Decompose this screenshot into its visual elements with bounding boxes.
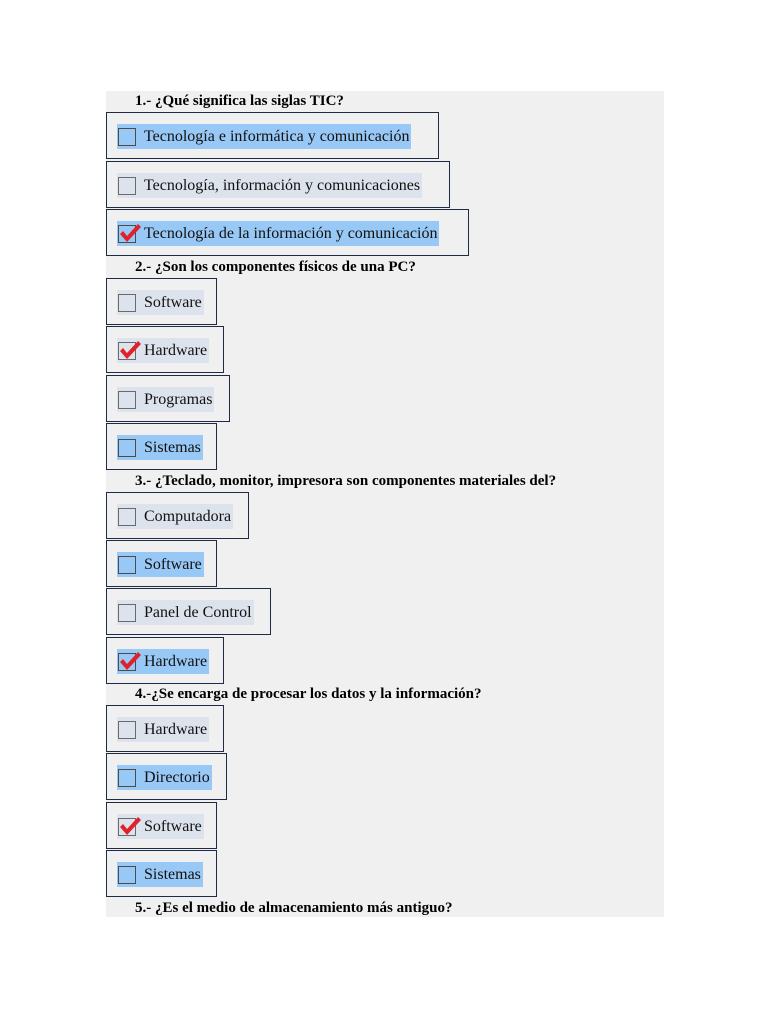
question-3-option-4[interactable] (106, 637, 224, 684)
option-label: Tecnología de la información y comunicación (144, 225, 438, 242)
empty-checkbox-icon[interactable] (118, 866, 136, 884)
option-label: Software (144, 818, 202, 835)
question-2-option-2[interactable] (106, 326, 224, 373)
checkmark-icon (118, 339, 142, 361)
option-label-box (117, 765, 212, 790)
option-label-box (117, 600, 254, 625)
option-label: Panel de Control (144, 604, 252, 621)
option-label: Hardware (144, 653, 208, 670)
question-1-option-2[interactable] (106, 161, 450, 208)
option-label-box (117, 717, 209, 742)
option-label: Computadora (144, 508, 232, 525)
option-label: Software (144, 294, 202, 311)
red-checkmark-icon[interactable] (118, 342, 136, 360)
option-label-box (117, 387, 214, 412)
red-checkmark-icon[interactable] (118, 653, 136, 671)
option-label: Sistemas (144, 866, 201, 883)
checkmark-icon (118, 650, 142, 672)
empty-checkbox-icon[interactable] (118, 721, 136, 739)
option-label-box (117, 221, 439, 246)
question-3-option-3[interactable] (106, 588, 271, 635)
option-label-box (117, 862, 203, 887)
option-label-box (117, 338, 209, 363)
option-label-box (117, 814, 204, 839)
red-checkmark-icon[interactable] (118, 225, 136, 243)
option-label-box (117, 124, 411, 149)
question-3-option-2[interactable] (106, 540, 217, 587)
question-2-option-4[interactable] (106, 423, 217, 470)
option-label: Tecnología e informática y comunicación (144, 128, 410, 145)
empty-checkbox-icon[interactable] (118, 769, 136, 787)
question-4-option-3[interactable] (106, 802, 217, 849)
option-label: Software (144, 556, 202, 573)
option-label-box (117, 504, 233, 529)
quiz-panel (106, 91, 664, 917)
empty-checkbox-icon[interactable] (118, 391, 136, 409)
question-4-option-2[interactable] (106, 753, 227, 800)
empty-checkbox-icon[interactable] (118, 294, 136, 312)
question-1-title: 1.- ¿Qué significa las siglas TIC? (135, 93, 344, 109)
checkmark-icon (118, 222, 142, 244)
question-2-option-3[interactable] (106, 375, 230, 422)
checkmark-icon (118, 815, 142, 837)
option-label: Programas (144, 391, 213, 408)
option-label-box (117, 290, 204, 315)
empty-checkbox-icon[interactable] (118, 177, 136, 195)
question-3-title: 3.- ¿Teclado, monitor, impresora son componentes materiales del? (135, 473, 557, 489)
option-label: Directorio (144, 769, 210, 786)
empty-checkbox-icon[interactable] (118, 556, 136, 574)
question-4-title: 4.-¿Se encarga de procesar los datos y la información? (135, 686, 482, 702)
question-1-option-1[interactable] (106, 112, 439, 159)
question-2-option-1[interactable] (106, 278, 217, 325)
option-label: Sistemas (144, 439, 201, 456)
option-label-box (117, 173, 422, 198)
question-3-option-1[interactable] (106, 492, 249, 539)
empty-checkbox-icon[interactable] (118, 439, 136, 457)
question-5-title: 5.- ¿Es el medio de almacenamiento más antiguo? (135, 900, 453, 916)
red-checkmark-icon[interactable] (118, 818, 136, 836)
empty-checkbox-icon[interactable] (118, 508, 136, 526)
option-label: Hardware (144, 721, 208, 738)
question-2-title: 2.- ¿Son los componentes físicos de una PC? (135, 259, 416, 275)
question-4-option-4[interactable] (106, 850, 217, 897)
option-label-box (117, 649, 209, 674)
question-4-option-1[interactable] (106, 705, 224, 752)
option-label: Tecnología, información y comunicaciones (144, 177, 421, 194)
option-label: Hardware (144, 342, 208, 359)
empty-checkbox-icon[interactable] (118, 604, 136, 622)
empty-checkbox-icon[interactable] (118, 128, 136, 146)
option-label-box (117, 435, 203, 460)
question-1-option-3[interactable] (106, 209, 469, 256)
option-label-box (117, 552, 204, 577)
